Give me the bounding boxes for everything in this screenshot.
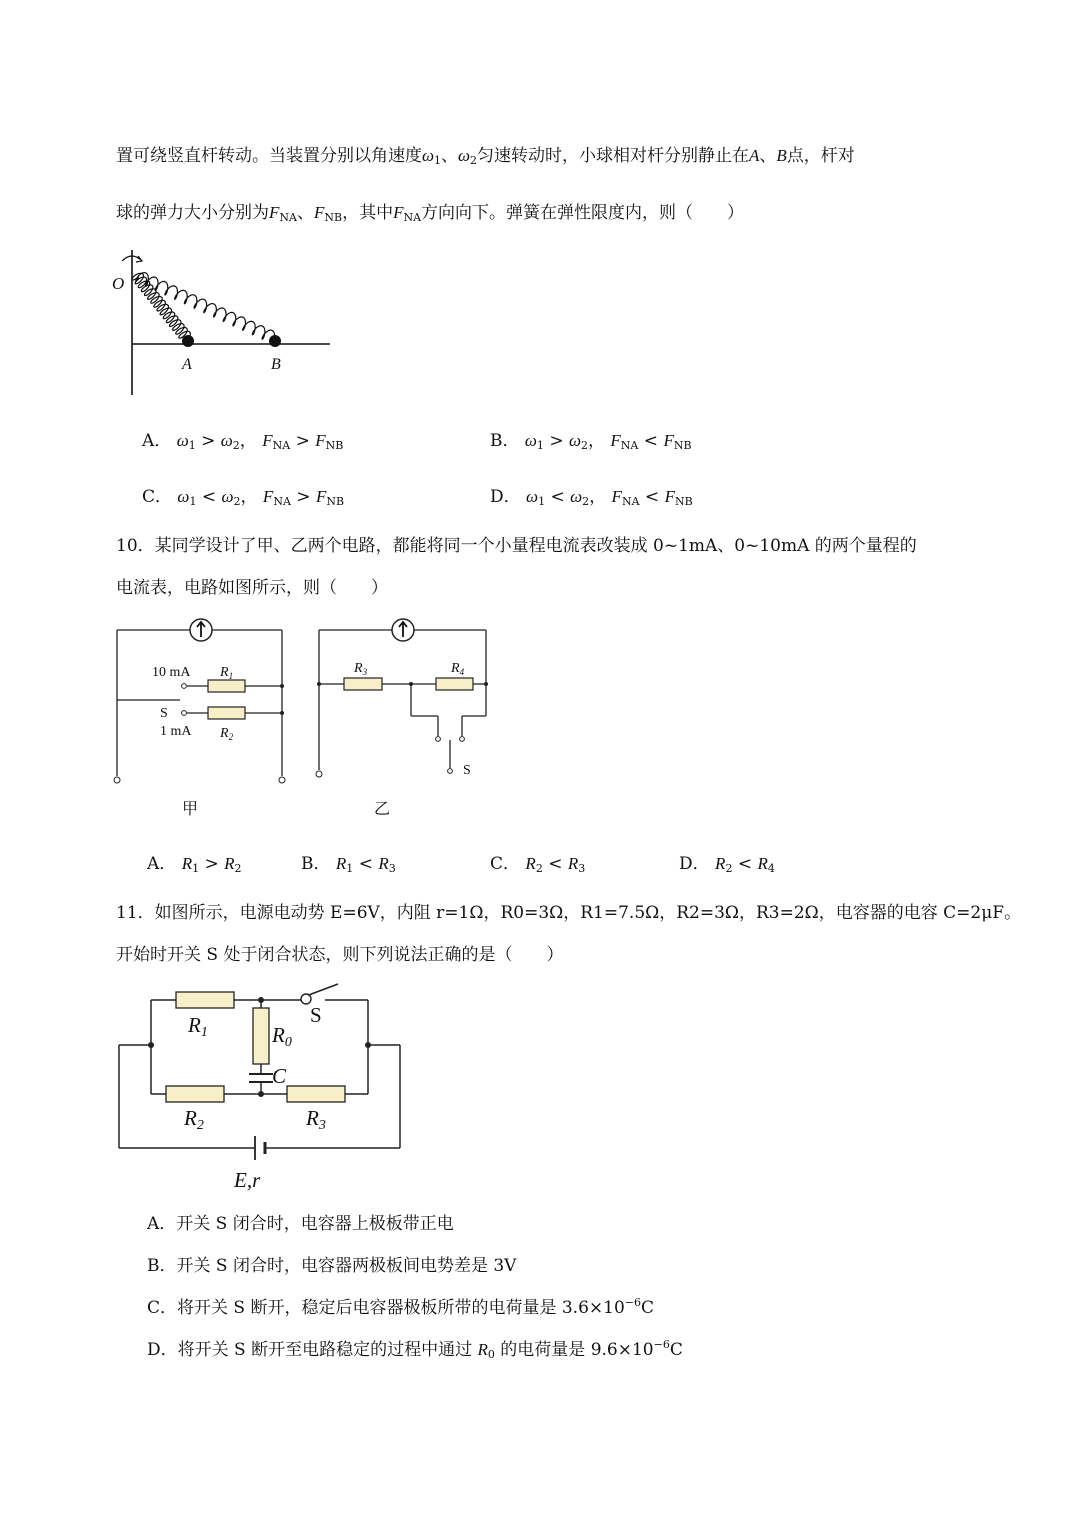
label-10ma: 10 mA	[152, 665, 191, 680]
label-switch: S	[160, 706, 168, 721]
option-label: A．	[142, 431, 172, 451]
subscript: 2	[725, 862, 733, 875]
q9-text-2a: 球的弹力大小分别为	[116, 203, 269, 223]
label-r2: R2	[184, 1106, 204, 1133]
option-text: 的电荷量是 9.6×10	[494, 1340, 654, 1360]
subscript: NB	[673, 439, 692, 452]
label-1ma: 1 mA	[160, 724, 192, 739]
force-symbol: F	[262, 431, 273, 450]
junction	[148, 1042, 154, 1048]
label-r4: $R_4$	[451, 661, 465, 677]
relation: <	[644, 487, 660, 507]
subscript: 2	[234, 862, 242, 875]
resistor-r1	[208, 680, 245, 692]
terminal	[182, 684, 187, 689]
omega-symbol: ω	[176, 431, 189, 450]
subscript: 1	[192, 862, 200, 875]
omega-symbol: ω	[568, 431, 581, 450]
resistor-r2	[208, 707, 245, 719]
q9-text-2b: ，其中	[342, 203, 394, 223]
label-r2: $R_2$	[220, 726, 234, 742]
q9-text-1b: 匀速转动时，小球相对杆分别静止在	[477, 146, 750, 166]
q9-text-2c: 方向向下。弹簧在弹性限度内，则（ ）	[421, 203, 745, 223]
resistor-r2	[166, 1086, 224, 1102]
option-label: C．	[142, 487, 173, 507]
terminal	[279, 777, 285, 783]
option-label: D．	[679, 854, 710, 874]
subscript: NA	[620, 439, 639, 452]
omega-symbol: ω	[422, 146, 435, 165]
subscript: NB	[674, 495, 693, 508]
label-r3: R3	[306, 1106, 326, 1133]
omega-symbol: ω	[526, 487, 539, 506]
q11-option-a[interactable]: A．开关 S 闭合时，电容器上极板带正电	[147, 1214, 454, 1234]
terminal	[182, 711, 187, 716]
q11-option-b[interactable]: B．开关 S 闭合时，电容器两极板间电势差是 3V	[147, 1256, 517, 1276]
label-o: O	[112, 274, 125, 293]
switch-blade[interactable]	[306, 984, 338, 996]
unit: C	[669, 1340, 683, 1360]
terminal	[448, 769, 453, 774]
subscript: NB	[326, 495, 345, 508]
q9-option-b[interactable]: B． $\omega_1 > \omega_2$， $F_{NA} < F_{NB}$	[490, 431, 692, 452]
option-label: B．	[301, 854, 331, 874]
q10-option-a[interactable]	[147, 849, 242, 875]
relation: >	[201, 431, 216, 451]
force-symbol: F	[611, 487, 622, 506]
relation: <	[201, 487, 217, 507]
resistor-symbol: R	[335, 854, 347, 873]
resistor-symbol: R	[181, 854, 193, 873]
q10-option-b[interactable]	[301, 849, 396, 875]
terminal	[436, 737, 441, 742]
junction	[280, 711, 284, 715]
q9-stem-line1	[116, 141, 855, 167]
label-switch: S	[310, 1003, 322, 1027]
label-emf: E,r	[234, 1168, 261, 1192]
subscript: 2	[470, 154, 478, 167]
subscript: 3	[388, 862, 396, 875]
q11-stem-line2: 开始时开关 S 处于闭合状态，则下列说法正确的是（ ）	[116, 945, 564, 965]
relation: >	[204, 854, 219, 874]
subscript: 1	[189, 495, 197, 508]
resistor-symbol: R	[378, 854, 389, 873]
subscript: NA	[621, 495, 640, 508]
relation: <	[550, 487, 565, 507]
omega-symbol: ω	[220, 431, 233, 450]
relation: <	[358, 854, 373, 874]
spring-b	[136, 273, 275, 340]
force-symbol: F	[664, 487, 675, 506]
option-text: D．将开关 S 断开至电路稳定的过程中通过	[147, 1340, 478, 1360]
force-symbol: F	[313, 203, 325, 222]
option-label: C．	[490, 854, 521, 874]
resistor-symbol: R	[477, 1340, 488, 1359]
q11-option-c[interactable]	[147, 1293, 654, 1318]
q11-stem-line1: 11．如图所示，电源电动势 E=6V，内阻 r=1Ω，R0=3Ω，R1=7.5Ω，R2=3Ω，R3=2Ω，电容器的电容 C=2μF。	[116, 903, 1022, 923]
junction	[258, 997, 264, 1003]
subscript: NB	[324, 211, 343, 224]
relation: <	[548, 854, 563, 874]
label-c: C	[272, 1064, 287, 1088]
junction	[280, 684, 284, 688]
caption-yi: 乙	[374, 801, 391, 818]
q9-option-c[interactable]: C． $\omega_1 < \omega_2$， $F_{NA} > F_{NB}$	[142, 487, 345, 508]
separator: 、	[296, 203, 314, 223]
subscript: 2	[233, 495, 241, 508]
q9-text-1a: 置可绕竖直杆转动。当装置分别以角速度	[116, 146, 422, 166]
force-symbol: F	[262, 487, 274, 506]
junction	[409, 682, 413, 686]
q9-option-a[interactable]: A． $\omega_1 > \omega_2$， $F_{NA} > F_{NB}$	[142, 431, 344, 452]
caption-jia: 甲	[182, 801, 199, 818]
terminal	[114, 777, 120, 783]
q9-text-1c: 点，杆对	[786, 146, 855, 166]
q10-stem-line2: 电流表，电路如图所示，则（ ）	[116, 578, 388, 598]
option-label: A．	[147, 854, 177, 874]
force-symbol: F	[315, 487, 327, 506]
junction	[484, 682, 488, 686]
resistor-symbol: R	[224, 854, 235, 873]
junction	[258, 1091, 264, 1097]
option-text: C．将开关 S 断开，稳定后电容器极板所带的电荷量是 3.6×10	[147, 1298, 625, 1318]
junction	[317, 682, 321, 686]
omega-symbol: ω	[458, 146, 471, 165]
subscript: NA	[272, 439, 291, 452]
resistor-symbol: R	[715, 854, 726, 873]
resistor-r3	[344, 678, 382, 690]
q11-option-d[interactable]	[147, 1335, 683, 1361]
omega-symbol: ω	[524, 431, 537, 450]
label-r1: $R_1$	[220, 665, 234, 681]
force-symbol: F	[393, 203, 404, 222]
point-b: B	[776, 146, 787, 165]
unit: C	[641, 1298, 655, 1318]
ball-a	[182, 335, 194, 347]
separator: 、	[759, 146, 777, 166]
resistor-symbol: R	[525, 854, 536, 873]
subscript: 2	[582, 495, 590, 508]
q9-option-d[interactable]: D． $\omega_1 < \omega_2$， $F_{NA} < F_{NB}$	[490, 487, 693, 508]
subscript: 1	[434, 154, 442, 167]
subscript: 2	[232, 439, 240, 452]
subscript: NB	[325, 439, 344, 452]
junction	[365, 1042, 371, 1048]
exponent: −6	[653, 1338, 670, 1351]
omega-symbol: ω	[221, 487, 234, 506]
separator: 、	[441, 146, 459, 166]
force-symbol: F	[315, 431, 326, 450]
exponent: −6	[624, 1296, 641, 1309]
resistor-r4	[436, 678, 473, 690]
subscript: 2	[535, 862, 543, 875]
omega-symbol: ω	[177, 487, 190, 506]
q10-stem-line1: 10．某同学设计了甲、乙两个电路，都能将同一个小量程电流表改装成 0~1mA、0~10mA 的两个量程的	[116, 536, 917, 556]
subscript: 2	[581, 439, 588, 452]
q10-option-c[interactable]	[490, 849, 585, 875]
terminal	[316, 771, 322, 777]
resistor-r0	[253, 1008, 269, 1064]
q10-option-d[interactable]	[679, 849, 775, 875]
subscript: 1	[346, 862, 354, 875]
omega-symbol: ω	[570, 487, 583, 506]
relation: <	[737, 854, 753, 874]
q11-circuit-figure	[110, 982, 410, 1197]
subscript: NA	[403, 211, 422, 224]
subscript: 3	[578, 862, 586, 875]
resistor-r1	[176, 992, 234, 1008]
resistor-r3	[287, 1086, 345, 1102]
subscript: NA	[273, 495, 291, 508]
subscript: 1	[538, 495, 546, 508]
resistor-symbol: R	[757, 854, 768, 873]
q9-spring-figure	[108, 245, 338, 400]
q10-circuit-yi	[310, 616, 500, 821]
force-symbol: F	[663, 431, 674, 450]
ball-b	[269, 335, 281, 347]
option-label: B．	[490, 431, 520, 451]
label-b: B	[271, 356, 281, 373]
point-a: A	[749, 146, 760, 165]
subscript: 0	[487, 1348, 495, 1361]
subscript: 1	[188, 439, 196, 452]
spring-a	[132, 273, 190, 339]
q10-circuit-jia	[108, 616, 293, 821]
label-switch: S	[463, 763, 471, 778]
subscript: 1	[536, 439, 544, 452]
force-symbol: F	[269, 203, 280, 222]
label-a: A	[182, 356, 192, 373]
subscript: 4	[767, 862, 775, 875]
resistor-symbol: R	[567, 854, 579, 873]
label-r0: R0	[272, 1023, 292, 1050]
force-symbol: F	[610, 431, 621, 450]
relation: >	[296, 487, 311, 507]
option-label: D．	[490, 487, 521, 507]
q9-stem-line2	[116, 198, 744, 224]
subscript: NA	[279, 211, 297, 224]
relation: >	[295, 431, 310, 451]
label-r3: $R_3$	[354, 661, 368, 677]
terminal	[460, 737, 465, 742]
relation: >	[549, 431, 564, 451]
label-r1: R1	[188, 1013, 208, 1040]
relation: <	[643, 431, 659, 451]
